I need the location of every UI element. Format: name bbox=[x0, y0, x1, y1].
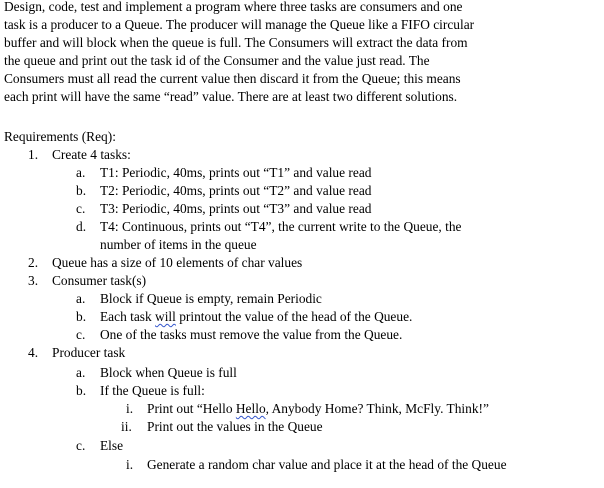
req-3c-text: One of the tasks must remove the value from the Queue. bbox=[100, 327, 403, 342]
req-1b-text: T2: Periodic, 40ms, prints out “T2” and value read bbox=[100, 183, 372, 198]
req-4b-ii-text: Print out the values in the Queue bbox=[147, 419, 323, 434]
req-2-text: Queue has a size of 10 elements of char values bbox=[52, 255, 303, 270]
req-1d-text-cont: number of items in the queue bbox=[100, 237, 257, 252]
intro-line-6: each print will have the same “read” value. There are at least two different solutions. bbox=[4, 89, 458, 104]
req-4c-i-text: Generate a random char value and place it at the head of the Queue bbox=[147, 457, 507, 472]
req-4a-marker: a. bbox=[76, 365, 86, 380]
req-4b-ii-marker: ii. bbox=[121, 419, 132, 434]
req-3c-marker: c. bbox=[76, 327, 86, 342]
intro-line-4: the queue and print out the task id of the Consumer and the value just read. The bbox=[4, 53, 430, 68]
req-4a-text: Block when Queue is full bbox=[100, 365, 237, 380]
req-3a-text: Block if Queue is empty, remain Periodic bbox=[100, 291, 322, 306]
req-1a-marker: a. bbox=[76, 165, 86, 180]
intro-line-5: Consumers must all read the current value then discard it from the Queue; this means bbox=[4, 71, 461, 86]
requirements-heading: Requirements (Req): bbox=[4, 129, 116, 144]
req-3b-marker: b. bbox=[76, 309, 87, 324]
req-4b-i-text bbox=[147, 400, 489, 418]
req-1c-text: T3: Periodic, 40ms, prints out “T3” and value read bbox=[100, 201, 372, 216]
req-4c-marker: c. bbox=[76, 438, 86, 453]
req-1a-text: T1: Periodic, 40ms, prints out “T1” and value read bbox=[100, 165, 372, 180]
req-1c-marker: c. bbox=[76, 201, 86, 216]
req-4b-i-marker: i. bbox=[126, 401, 134, 416]
req-1-marker: 1. bbox=[28, 147, 39, 162]
req-3b-text-pre: Each task bbox=[100, 309, 156, 324]
req-4b-i-text-post: , Anybody Home? Think, McFly. Think!” bbox=[265, 401, 489, 416]
req-4c-text: Else bbox=[100, 438, 124, 453]
intro-line-3: buffer and will block when the queue is full. The Consumers will extract the data from bbox=[4, 35, 468, 50]
req-3b-text bbox=[100, 308, 412, 326]
req-4b-text: If the Queue is full: bbox=[100, 383, 205, 398]
spellcheck-word: Hello bbox=[235, 401, 266, 416]
req-3-text: Consumer task(s) bbox=[52, 273, 147, 288]
req-4-text: Producer task bbox=[52, 345, 126, 360]
req-4-marker: 4. bbox=[28, 345, 39, 360]
req-4b-i-text-pre: Print out “Hello bbox=[147, 401, 236, 416]
spellcheck-word: will bbox=[155, 309, 176, 324]
req-3a-marker: a. bbox=[76, 291, 86, 306]
req-3-marker: 3. bbox=[28, 273, 39, 288]
intro-line-2: task is a producer to a Queue. The producer will manage the Queue like a FIFO circular bbox=[4, 17, 475, 32]
req-1d-text: T4: Continuous, prints out “T4”, the current write to the Queue, the bbox=[100, 219, 462, 234]
req-1-text: Create 4 tasks: bbox=[52, 147, 131, 162]
req-2-marker: 2. bbox=[28, 255, 39, 270]
req-4b-marker: b. bbox=[76, 383, 87, 398]
req-3b-text-post: printout the value of the head of the Queue. bbox=[175, 309, 413, 324]
req-4c-i-marker: i. bbox=[126, 457, 134, 472]
req-1d-marker: d. bbox=[76, 219, 87, 234]
req-1b-marker: b. bbox=[76, 183, 87, 198]
intro-line-1: Design, code, test and implement a program where three tasks are consumers and one bbox=[4, 0, 463, 14]
